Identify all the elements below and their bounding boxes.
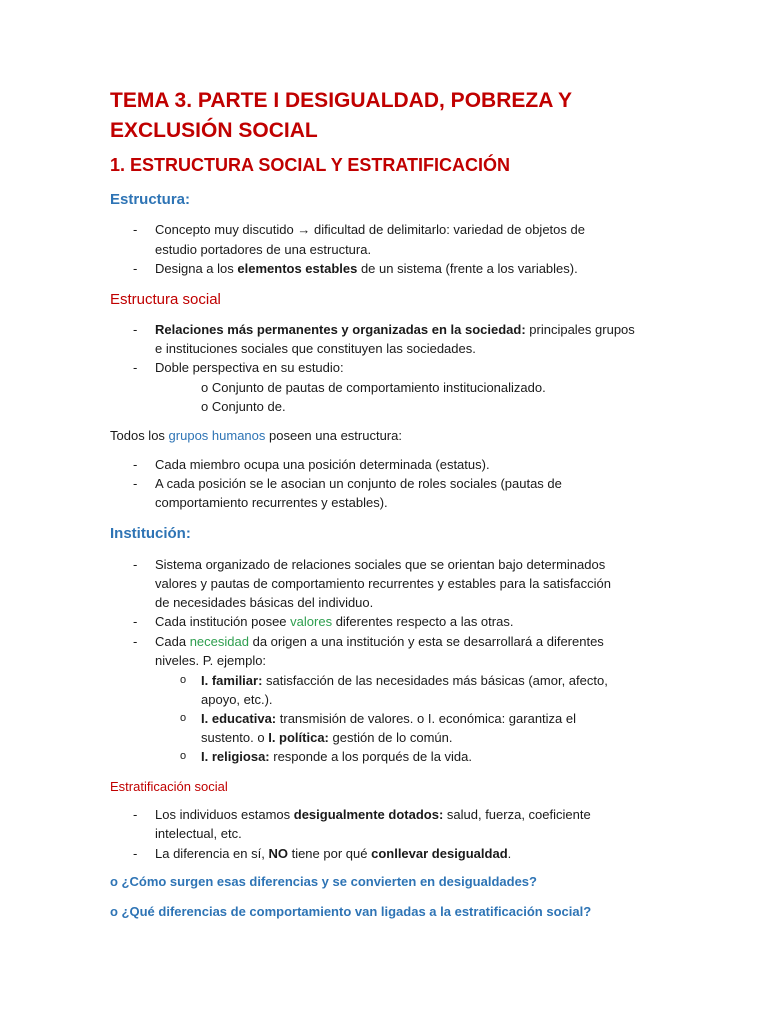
list-dash: -: [133, 634, 138, 649]
sub-bullet: o: [180, 674, 187, 686]
list-dash: -: [133, 557, 138, 572]
sub-item-cont: apoyo, etc.).: [201, 692, 273, 707]
list-item-cont: de necesidades básicas del individuo.: [155, 595, 374, 610]
heading-estructura: Estructura:: [110, 191, 191, 208]
list-dash: -: [133, 261, 138, 276]
heading-estratificacion: Estratificación social: [110, 779, 228, 794]
sub-bullet: o: [180, 712, 187, 724]
list-item: Cada miembro ocupa una posición determinada (estatus).: [155, 457, 490, 472]
sub-bullet: o: [180, 750, 187, 762]
list-item-cont: e instituciones sociales que constituyen las sociedades.: [155, 341, 476, 356]
list-item: Cada institución posee valores diferentes respecto a las otras.: [155, 614, 514, 629]
heading-estructura-social: Estructura social: [110, 291, 221, 308]
paragraph-grupos: Todos los grupos humanos poseen una estructura:: [110, 428, 402, 443]
sub-item: I. familiar: satisfacción de las necesidades más básicas (amor, afecto,: [201, 673, 608, 688]
list-dash: -: [133, 322, 138, 337]
list-item-cont: valores y pautas de comportamiento recurrentes y estables para la satisfacción: [155, 576, 611, 591]
list-dash: -: [133, 222, 138, 237]
sub-item: o Conjunto de.: [201, 399, 286, 414]
list-item: Concepto muy discutido → dificultad de delimitarlo: variedad de objetos de: [155, 222, 585, 237]
question-2: o ¿Qué diferencias de comportamiento van ligadas a la estratificación social?: [110, 904, 592, 919]
heading-institucion: Institución:: [110, 525, 191, 542]
list-item: Los individuos estamos desigualmente dotados: salud, fuerza, coeficiente: [155, 807, 591, 822]
sub-item: o Conjunto de pautas de comportamiento institucionalizado.: [201, 380, 546, 395]
sub-item: I. educativa: transmisión de valores. o I. económica: garantiza el: [201, 711, 577, 726]
list-item-cont: intelectual, etc.: [155, 826, 242, 841]
list-dash: -: [133, 846, 138, 861]
sub-item: I. religiosa: responde a los porqués de la vida.: [201, 749, 472, 764]
list-item-cont: niveles. P. ejemplo:: [155, 653, 267, 668]
list-dash: -: [133, 476, 138, 491]
list-item: Cada necesidad da origen a una institución y esta se desarrollará a diferentes: [155, 634, 604, 649]
list-dash: -: [133, 614, 138, 629]
list-item-cont: comportamiento recurrentes y estables).: [155, 495, 388, 510]
list-item: Relaciones más permanentes y organizadas en la sociedad: principales grupos: [155, 322, 635, 337]
list-item: La diferencia en sí, NO tiene por qué conllevar desigualdad.: [155, 846, 512, 861]
list-item: Doble perspectiva en su estudio:: [155, 360, 344, 375]
list-dash: -: [133, 807, 138, 822]
list-item: A cada posición se le asocian un conjunto de roles sociales (pautas de: [155, 476, 562, 491]
list-dash: -: [133, 360, 138, 375]
list-item: Sistema organizado de relaciones sociales que se orientan bajo determinados: [155, 557, 606, 572]
list-dash: -: [133, 457, 138, 472]
sub-item-cont: sustento. o I. política: gestión de lo común.: [201, 730, 453, 745]
question-1: o ¿Cómo surgen esas diferencias y se convierten en desigualdades?: [110, 874, 537, 889]
list-item-cont: estudio portadores de una estructura.: [155, 242, 372, 257]
section-heading-1: 1. ESTRUCTURA SOCIAL Y ESTRATIFICACIÓN: [110, 155, 511, 175]
list-item: Designa a los elementos estables de un sistema (frente a los variables).: [155, 261, 578, 276]
document-title: TEMA 3. PARTE I DESIGUALDAD, POBREZA Y EXCLUSIÓN SOCIAL: [110, 89, 572, 142]
